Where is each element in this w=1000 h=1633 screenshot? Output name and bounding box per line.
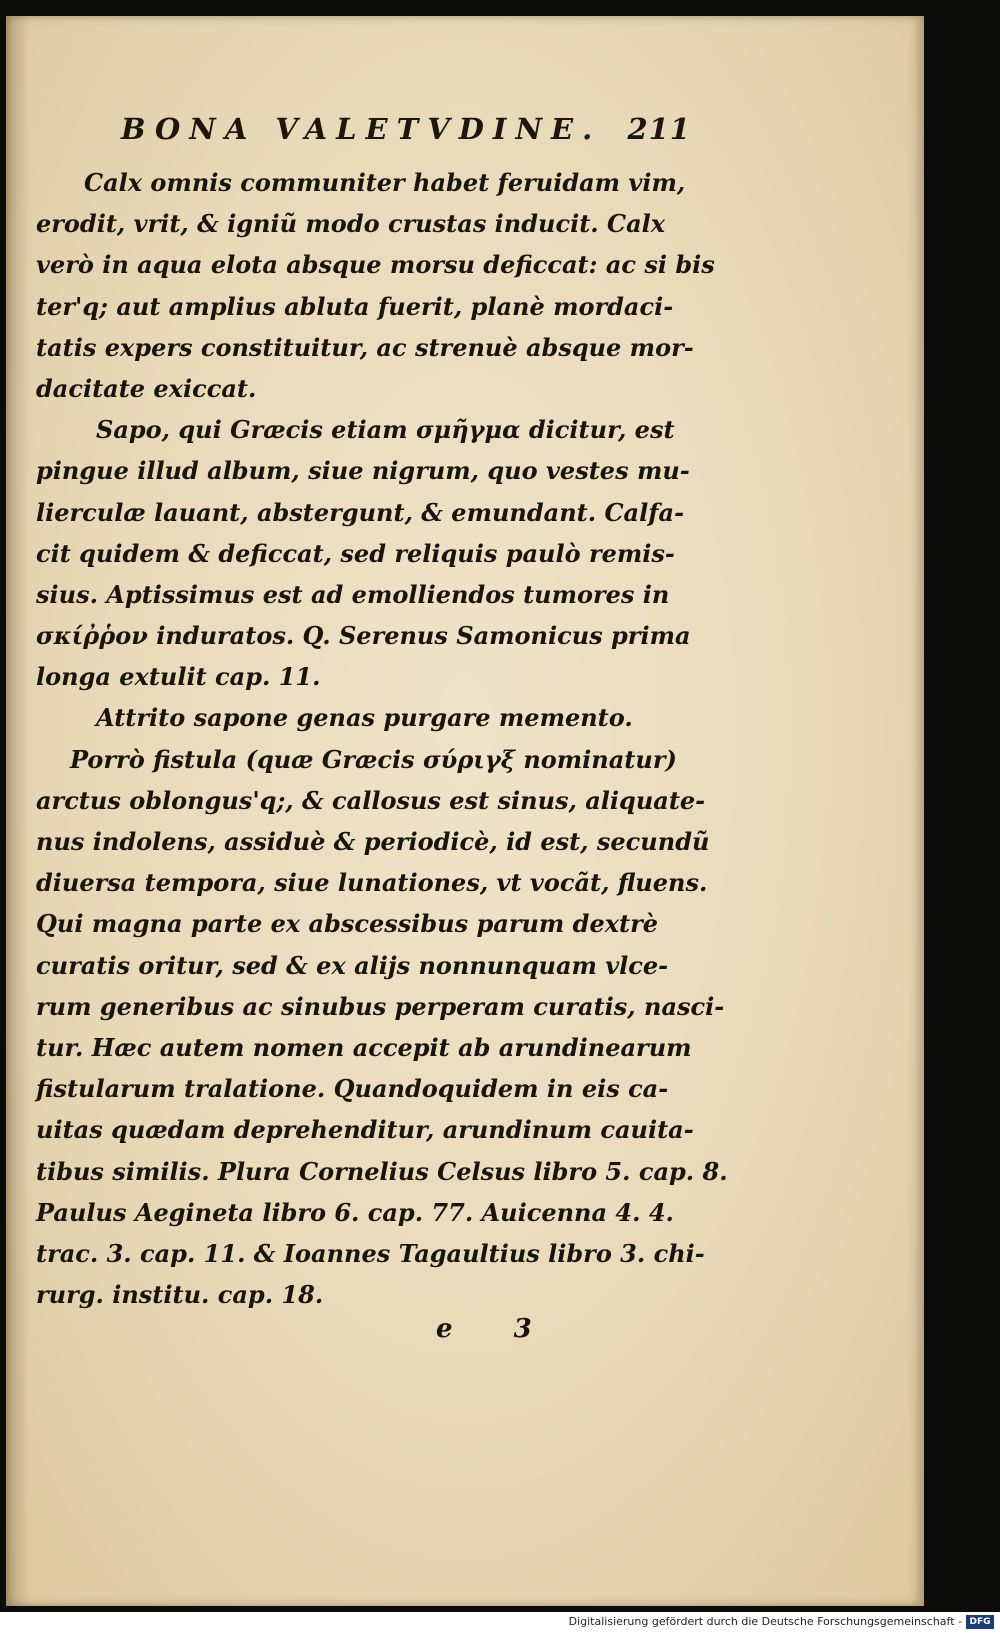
text-line: σκίῤῥον induratos. Q. Serenus Samonicus prima: [36, 621, 691, 651]
text-line: longa extulit cap. 11.: [36, 662, 321, 692]
text-line: verò in aqua elota absque morsu deficcat: ac si bis: [36, 250, 715, 280]
text-line: tatis expers constituitur, ac strenuè absque mor-: [36, 332, 694, 362]
text-line: Paulus Aegineta libro 6. cap. 77. Auicenna 4. 4.: [36, 1197, 674, 1227]
text-line: pingue illud album, siue nigrum, quo vestes mu-: [36, 456, 690, 486]
signature-mark: e 3: [436, 1314, 558, 1344]
page-number: 211: [627, 112, 691, 146]
footer-bar: [0, 1612, 1000, 1633]
text-line: Qui magna parte ex abscessibus parum dextrè: [36, 909, 659, 939]
running-head: [121, 112, 691, 156]
text-line: rum generibus ac sinubus perperam curatis, nasci-: [36, 991, 725, 1021]
text-line: uitas quædam deprehenditur, arundinum cauita-: [36, 1115, 694, 1145]
text-line: nus indolens, assiduè & periodicè, id est, secundũ: [36, 827, 710, 856]
text-line: Calx omnis communiter habet feruidam vim,: [84, 168, 686, 197]
text-line: diuersa tempora, siue lunationes, vt vocãt, fluens.: [36, 868, 708, 898]
text-line: fistularum tralatione. Quandoquidem in eis ca-: [36, 1074, 669, 1104]
text-line: lierculæ lauant, abstergunt, & emundant. Calfa-: [36, 497, 685, 527]
text-line: ter'q; aut amplius abluta fuerit, planè mordaci-: [36, 291, 674, 321]
text-line: rurg. institu. cap. 18.: [36, 1280, 324, 1310]
text-line: erodit, vrit, & igniũ modo crustas inducit. Calx: [36, 209, 666, 239]
text-line: Porrò fistula (quæ Græcis σύριγξ nominatur): [70, 744, 677, 774]
text-line: Sapo, qui Græcis etiam σμῆγμα dicitur, est: [96, 415, 675, 445]
text-line: curatis oritur, sed & ex alijs nonnunquam vlce-: [36, 950, 669, 980]
text-line: trac. 3. cap. 11. & Ioannes Tagaultius libro 3. chi-: [36, 1238, 705, 1268]
verse-quote: Attrito sapone genas purgare memento.: [96, 703, 633, 733]
text-line: tur. Hæc autem nomen accepit ab arundinearum: [36, 1032, 692, 1062]
text-line: cit quidem & deficcat, sed reliquis paulò remis-: [36, 538, 675, 568]
text-line: dacitate exiccat.: [36, 373, 257, 403]
digitization-credit: Digitalisierung gefördert durch die Deutsche Forschungsgemeinschaft -: [568, 1615, 962, 1628]
book-page: [6, 16, 924, 1606]
text-line: sius. Aptissimus est ad emolliendos tumores in: [36, 579, 670, 609]
running-title: BONA VALETVDINE.: [121, 112, 602, 146]
text-line: tibus similis. Plura Cornelius Celsus libro 5. cap. 8.: [36, 1156, 728, 1186]
main-text: [36, 162, 728, 1315]
dfg-logo-icon: DFG: [966, 1615, 994, 1629]
text-line: arctus oblongus'q;, & callosus est sinus, aliquate-: [36, 785, 706, 815]
